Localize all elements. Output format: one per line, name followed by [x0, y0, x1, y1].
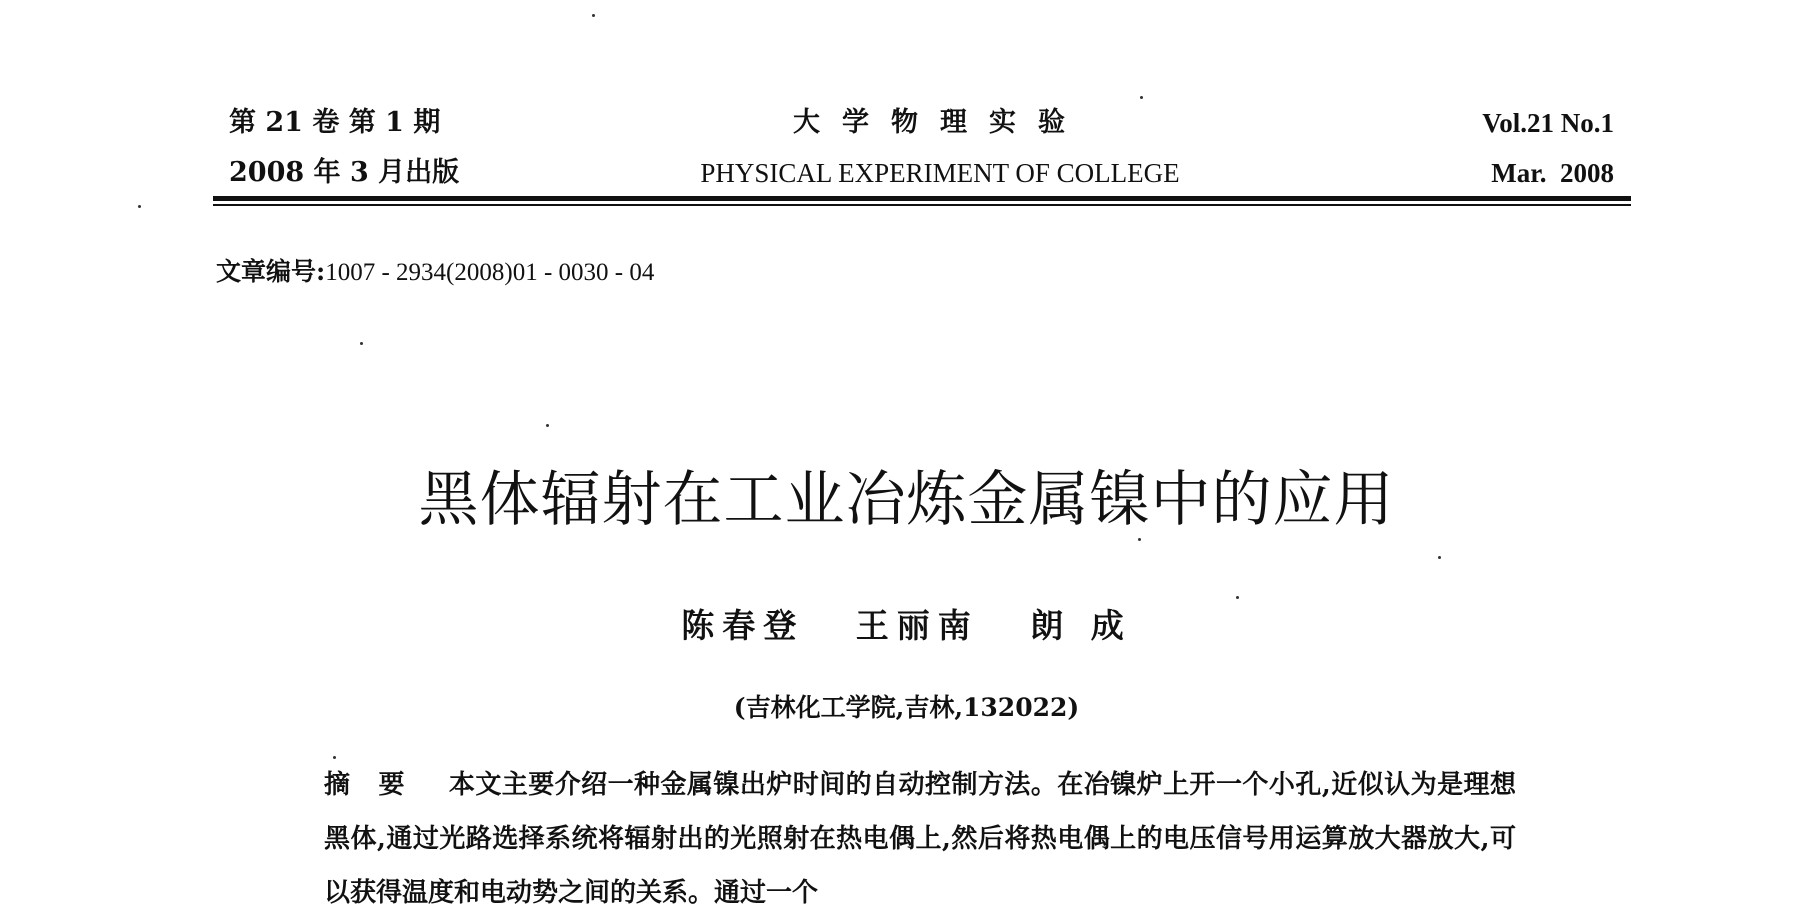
scan-speck	[333, 756, 336, 759]
abstract-label: 摘要	[324, 770, 433, 800]
scan-speck	[546, 424, 549, 427]
scan-speck	[1438, 556, 1441, 559]
scan-speck	[1236, 596, 1239, 599]
paper-title: 黑体辐射在工业冶炼金属镍中的应用	[418, 465, 1395, 535]
publish-date: 2008 年 3 月出版	[229, 157, 460, 188]
header-rule-thin	[213, 204, 1631, 206]
author-list	[0, 600, 1813, 647]
article-number	[216, 252, 654, 288]
scan-speck	[592, 14, 595, 17]
scan-speck	[138, 205, 141, 208]
affiliation: (吉林化工学院,吉林,132022)	[733, 693, 1080, 722]
date-en: Mar. 2008	[1491, 158, 1614, 188]
header-rule-thick	[213, 196, 1631, 201]
author-name: 陈春登	[681, 606, 805, 645]
scan-speck	[360, 342, 363, 345]
journal-header-left	[229, 98, 459, 198]
article-number-value: 1007 - 2934(2008)01 - 0030 - 04	[325, 259, 655, 286]
author-name: 王丽南	[855, 606, 979, 645]
author-name: 朗 成	[1030, 606, 1132, 645]
vol-no-en: Vol.21 No.1	[1482, 108, 1614, 138]
abstract-text: 本文主要介绍一种金属镍出炉时间的自动控制方法。在冶镍炉上开一个小孔,近似认为是理想黑体,通过光路选择系统将辐射出的光照射在热电偶上,然后将热电偶上的电压信号用运算放大器放大,可以获得温度和电动势之间的关系。通过一个	[324, 770, 1516, 908]
article-number-label: 文章编号:	[216, 257, 326, 286]
journal-name-cn: 大学物理实验	[793, 107, 1087, 138]
abstract	[324, 758, 1516, 920]
scan-speck	[1138, 538, 1141, 541]
journal-header-center	[640, 98, 1240, 198]
scan-speck	[1140, 96, 1143, 99]
journal-header-right	[1482, 98, 1614, 198]
volume-issue: 第 21 卷 第 1 期	[229, 107, 441, 138]
journal-name-en: PHYSICAL EXPERIMENT OF COLLEGE	[700, 158, 1180, 188]
